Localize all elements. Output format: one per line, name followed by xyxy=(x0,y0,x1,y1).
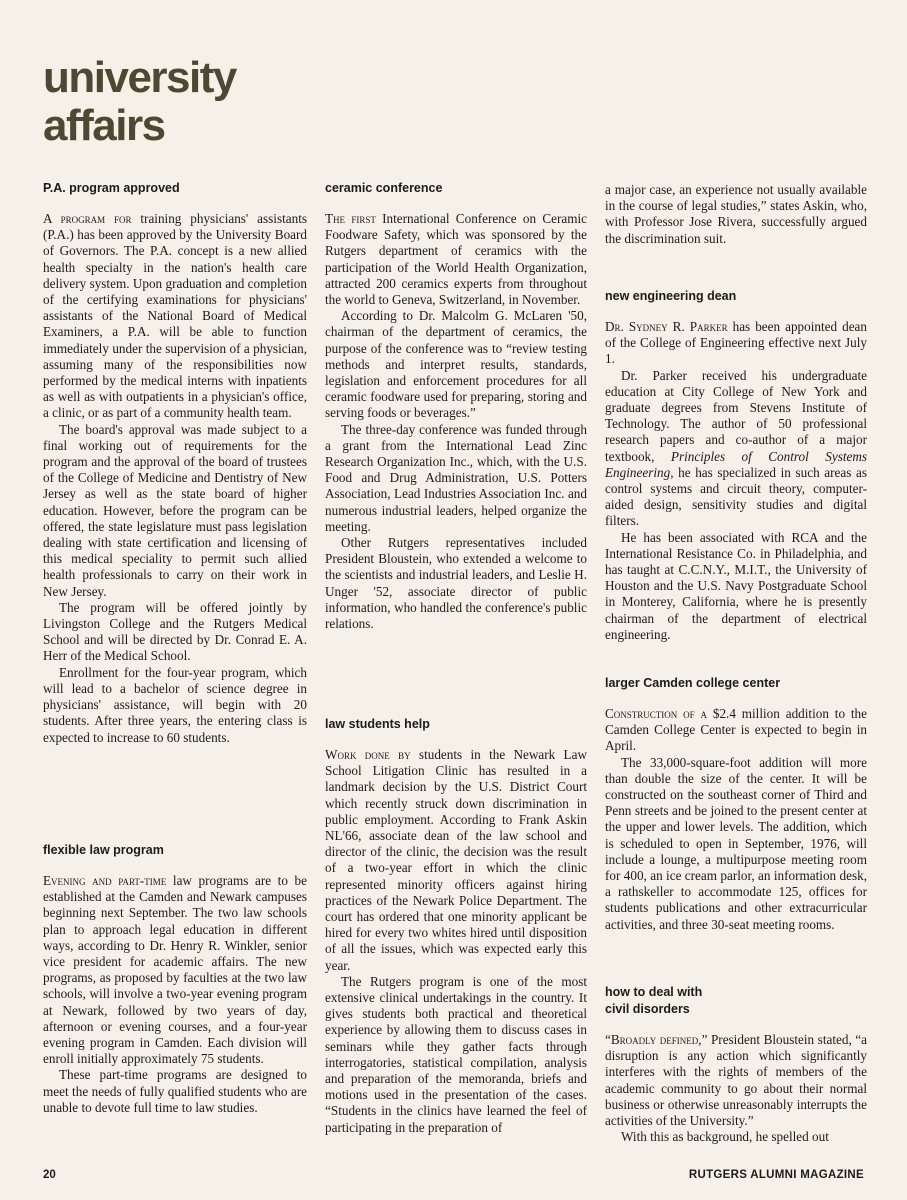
article-law-students-help xyxy=(325,716,587,1136)
lead-in: A program for xyxy=(43,211,132,226)
article-camden-center xyxy=(605,675,867,933)
article-paragraph: Evening and part-time law programs are to be established at the Camden and Newark campuses beginning next September. The two law schools plan to approach legal education in different ways, according to Dr. Henry R. Winkler, senior vice president for academic affairs. The new programs, as proposed by faculties at the two law schools, will involve a two-year evening program at Newark, followed by two years of day, afternoon or evening courses, and a four-year evening program in Camden. Each division will enroll initially approximately 75 students. xyxy=(43,873,307,1067)
article-paragraph: The 33,000-square-foot addition will more than double the size of the center. It will be constructed on the southeast corner of Third and Penn streets and be joined to the present center at the upper and lower levels. The addition, which is scheduled to open in September, 1976, will include a lounge, a multipurpose meeting room for 400, an ice cream parlor, an information desk, a rathskeller to accommodate 125, offices for students publications and other extracurricular activities, and three 30-seat meeting rooms. xyxy=(605,754,867,932)
article-ceramic-conference xyxy=(325,180,587,632)
article-paragraph: With this as background, he spelled out xyxy=(621,1129,829,1145)
article-paragraph: a major case, an experience not usually available in the course of legal studies,” states Askin, who, with Professor Jose Rivera, successfully argued the discrimination suit. xyxy=(605,182,867,246)
lead-in: Construction of a xyxy=(605,706,707,721)
article-paragraph: The Rutgers program is one of the most extensive clinical undertakings in the country. It gives students both practical and theoretical experience by allowing them to discuss cases in seminars while they gather facts through interrogatories, statistical compilation, analysis and preparation of the memoranda, briefs and motions used in the presentation of the cases. “Students in the clinics have learned the feel of participating in the preparation of xyxy=(325,973,587,1135)
magazine-name: RUTGERS ALUMNI MAGAZINE xyxy=(688,1169,864,1181)
article-pa-program xyxy=(43,180,307,746)
article-paragraph: The three-day conference was funded through a grant from the International Lead Zinc Research Organization Inc., which, with the U.S. Food and Drug Administration, U.S. Potters Association, Lead Industries Association Inc. and numerous industrial leaders, helped organize the meeting. xyxy=(325,421,587,534)
article-heading: new engineering dean xyxy=(605,289,737,303)
masthead-line-1: university xyxy=(43,53,236,102)
article-heading: law students help xyxy=(325,717,430,731)
article-paragraph: “Broadly defined,” President Bloustein stated, “a disruption is any action which significantly interferes with the rights of members of the academic community to go about their normal business or otherwise unreasonably interrupts the activities of the University.” xyxy=(605,1032,867,1129)
article-heading: flexible law program xyxy=(43,843,164,857)
lead-in: The first xyxy=(325,211,376,226)
article-paragraph: The program will be offered jointly by Livingston College and the Rutgers Medical School and will be directed by Dr. Conrad E. A. Herr of the Medical School. xyxy=(43,599,307,664)
article-civil-disorders xyxy=(605,984,867,1145)
article-heading: ceramic conference xyxy=(325,181,443,195)
book-title: Principles of Control Systems Engineering, xyxy=(605,448,868,480)
lead-in: Evening and part-time xyxy=(43,873,167,888)
heading-line: how to deal with xyxy=(605,985,703,999)
article-paragraph: Other Rutgers representatives included President Bloustein, who extended a welcome to the scientists and industrial leaders, and Leslie H. Unger '52, associate director of public information, who handled the conference's public relations. xyxy=(325,535,587,632)
page-number: 20 xyxy=(43,1169,56,1181)
article-paragraph: The board's approval was made subject to a final working out of requirements for the program and the approval of the board of trustees of the College of Medicine and Dentistry of New Jersey as well as the state board of higher education. However, before the program can be offered, the state legislature must pass legislation dealing with state certification and licensing of this medical speciality to permit such allied health professionals to carry on their work in New Jersey. xyxy=(43,421,307,599)
article-paragraph: Dr. Sydney R. Parker has been appointed dean of the College of Engineering effective next July 1. xyxy=(605,319,867,367)
section-masthead xyxy=(43,54,236,150)
article-law-students-continued xyxy=(605,182,867,247)
article-paragraph: According to Dr. Malcolm G. McLaren '50, chairman of the department of ceramics, the purpose of the conference was to “review testing methods and interpret results, standards, legislation and enforcement procedures for all ceramic foodware used for preparing, storing and serving foods or beverages.” xyxy=(325,308,587,421)
masthead-line-2: affairs xyxy=(43,101,165,150)
article-heading: P.A. program approved xyxy=(43,181,180,195)
lead-in: Work done by xyxy=(325,747,411,762)
article-paragraph: Work done by students in the Newark Law School Litigation Clinic has resulted in a landmark decision by the U.S. District Court which recently struck down discrimination in public employment. According to Frank Askin NL'66, associate dean of the law school and director of the clinic, the decision was the result of a two-year effort in which the clinic represented minority officers against hiring practices of the Newark Police Department. The court has ordered that one minority applicant be hired for every two whites hired until disposition of all the issues, which was expected early this year. xyxy=(325,747,587,973)
heading-line: civil disorders xyxy=(605,1002,690,1016)
lead-in: Dr. Sydney R. Parker xyxy=(605,319,728,334)
article-paragraph: These part-time programs are designed to meet the needs of fully qualified students who are unable to devote full time to law studies. xyxy=(43,1067,307,1115)
article-heading xyxy=(605,984,867,1018)
article-paragraph: A program for training physicians' assistants (P.A.) has been approved by the University Board of Governors. The P.A. concept is a new allied health specialty in the nation's health care delivery system. Upon graduation and completion of the certifying examinations for physicians' assistants of the National Board of Medical Examiners, a P.A. will be able to function immediately under the supervision of a physician, assuming many of the responsibilities now performed by the medical interns with inpatients as well as with outpatients in a physician's office, a clinic, or as part of a community health team. xyxy=(43,211,307,421)
article-heading: larger Camden college center xyxy=(605,676,781,690)
article-paragraph: He has been associated with RCA and the International Resistance Co. in Philadelphia, and has taught at C.C.N.Y., M.I.T., the University of Houston and the U.S. Navy Postgraduate School in Monterey, California, where he is presently chairman of the department of electrical engineering. xyxy=(605,529,867,642)
article-engineering-dean xyxy=(605,288,867,643)
article-flexible-law xyxy=(43,842,307,1116)
article-paragraph: Dr. Parker received his undergraduate education at City College of New York and graduate degrees from Stevens Institute of Technology. The author of 50 professional research papers and co-author of a major textbook, Principles of Control Systems Engineering, he has specialized in such areas as control systems and circuit theory, computer-aided design, sensitivity studies and digital filters. xyxy=(605,367,868,529)
article-paragraph: Enrollment for the four-year program, which will lead to a bachelor of science degree in physicians' assistance, will begin with 20 students. After three years, the entering class is expected to increase to 60 students. xyxy=(43,664,307,745)
article-paragraph: Construction of a $2.4 million addition to the Camden College Center is expected to begin in April. xyxy=(605,706,867,754)
article-paragraph: The first International Conference on Ceramic Foodware Safety, which was sponsored by the Rutgers department of ceramics with the participation of the World Health Organization, attracted 200 ceramics experts from throughout the world to Geneva, Switzerland, in November. xyxy=(325,211,587,308)
lead-in: “Broadly defined,” xyxy=(605,1032,708,1047)
